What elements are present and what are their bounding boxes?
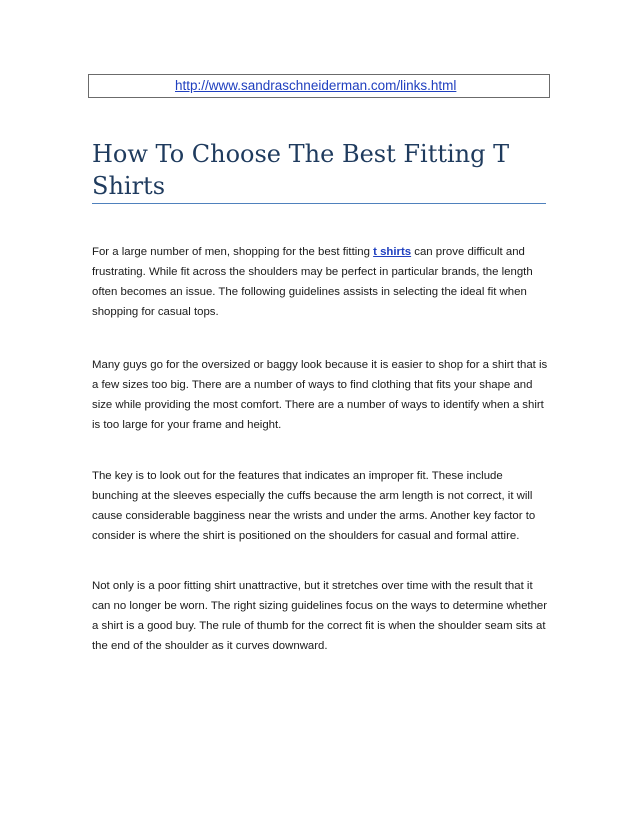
paragraph-1-text-start: For a large number of men, shopping for the best fitting bbox=[92, 246, 374, 258]
title-underline-rule bbox=[92, 203, 546, 204]
paragraph-1 bbox=[92, 242, 548, 322]
t-shirts-link[interactable]: t shirts bbox=[373, 246, 412, 258]
source-url-link[interactable]: http://www.sandraschneiderman.com/links.html bbox=[175, 78, 457, 93]
url-header-box bbox=[88, 74, 550, 98]
article-title: How To Choose The Best Fitting T Shirts bbox=[92, 140, 510, 200]
paragraph-3: The key is to look out for the features that indicates an improper fit. These include bunching at the sleeves especially the cuffs because the arm length is not correct, it will cause considerable bagginess near the wrists and under the arms. Another key factor to consider is where the shirt is positioned on the shoulders for casual and formal attire. bbox=[92, 470, 536, 542]
paragraph-4: Not only is a poor fitting shirt unattractive, but it stretches over time with the result that it can no longer be worn. The right sizing guidelines focus on the ways to determine whether a shirt is a good buy. The rule of thumb for the correct fit is when the shoulder seam sits at the end of the shoulder as it curves downward. bbox=[92, 580, 548, 652]
paragraph-2: Many guys go for the oversized or baggy look because it is easier to shop for a shirt that is a few sizes too big. There are a number of ways to find clothing that fits your shape and size while providing the most comfort. There are a number of ways to identify when a shirt is too large for your frame and height. bbox=[92, 359, 548, 431]
paragraph-1-text-end: can prove difficult and frustrating. While fit across the shoulders may be perfect in particular brands, the length often becomes an issue. The following guidelines assists in selecting the ideal fit when shopping for casual tops. bbox=[92, 246, 533, 318]
